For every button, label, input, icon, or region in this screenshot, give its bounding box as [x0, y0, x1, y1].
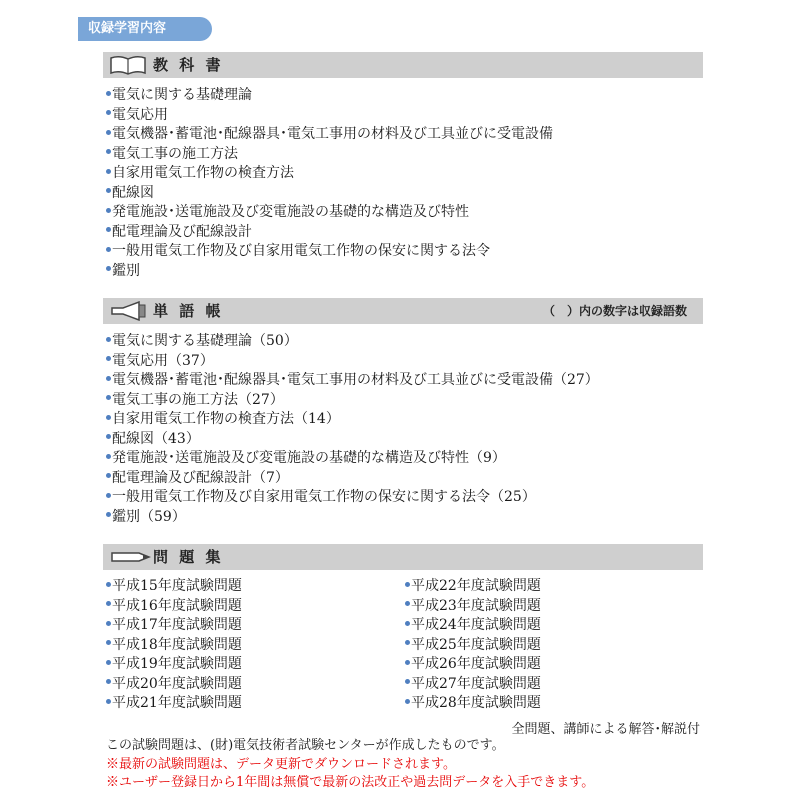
bullet-icon [106, 699, 111, 704]
bullet-icon [106, 582, 111, 587]
list-item-text: 平成15年度試験問題 [112, 578, 242, 594]
pencil-icon [109, 547, 151, 567]
list-item [405, 636, 541, 656]
list-item-text: 配電理論及び配線設計（7） [112, 469, 289, 486]
exams-list-right [405, 577, 541, 714]
bullet-icon [405, 679, 410, 684]
bullet-icon [405, 601, 410, 606]
vocab-note: （ ）内の数字は収録語数 [542, 304, 687, 318]
bullet-icon [106, 91, 111, 96]
list-item [106, 508, 599, 528]
list-item-text: 平成23年度試験問題 [411, 597, 541, 614]
list-item [106, 371, 599, 391]
list-item [106, 597, 242, 617]
list-item [106, 636, 242, 656]
bullet-icon [106, 679, 111, 684]
list-item-text: 自家用電気工作物の検査方法（14） [112, 411, 340, 427]
list-item [106, 655, 242, 675]
list-item-text: 電気に関する基礎理論 [112, 87, 252, 103]
list-item [106, 391, 599, 411]
bullet-icon [106, 376, 111, 381]
list-item-text: 配線図（43） [112, 430, 200, 447]
list-item-text: 平成20年度試験問題 [112, 675, 242, 692]
list-item-text: 鑑別（59） [112, 508, 186, 525]
list-item-text: 一般用電気工作物及び自家用電気工作物の保安に関する法令 [112, 243, 490, 259]
list-item-text: 電気機器･蓄電池･配線器具･電気工事用の材料及び工具並びに受電設備（27） [112, 372, 599, 388]
footer-line-3: ※ユーザー登録日から1年間は無償で最新の法改正や過去問データを入手できます。 [106, 775, 595, 790]
list-item-text: 配電理論及び配線設計 [112, 223, 252, 240]
list-item [106, 145, 553, 165]
bullet-icon [106, 473, 111, 478]
list-item [106, 164, 553, 184]
exams-note: 全問題、講師による解答･解説付 [511, 722, 700, 737]
section-tag: 収録学習内容 [78, 17, 212, 41]
list-item [106, 449, 599, 469]
list-item [106, 203, 553, 223]
list-item-text: 一般用電気工作物及び自家用電気工作物の保安に関する法令（25） [112, 489, 536, 505]
bullet-icon [106, 247, 111, 252]
list-item [405, 694, 541, 714]
list-item-text: 平成21年度試験問題 [112, 695, 242, 711]
bullet-icon [106, 266, 111, 271]
list-item-text: 平成28年度試験問題 [411, 695, 541, 711]
bullet-icon [405, 621, 410, 626]
bullet-icon [106, 208, 111, 213]
list-item [106, 242, 553, 262]
list-item [106, 469, 599, 489]
footer-line-2: ※最新の試験問題は、データ更新でダウンロードされます。 [106, 757, 456, 772]
list-item [405, 616, 541, 636]
list-item-text: 電気に関する基礎理論（50） [112, 333, 298, 349]
bullet-icon [106, 660, 111, 665]
bullet-icon [106, 130, 111, 135]
list-item-text: 平成25年度試験問題 [411, 636, 541, 653]
list-item [405, 655, 541, 675]
bullet-icon [405, 640, 410, 645]
textbook-title: 教 科 書 [153, 56, 224, 74]
list-item [405, 577, 541, 597]
book-icon [109, 55, 147, 75]
list-item-text: 平成27年度試験問題 [411, 675, 541, 692]
vocab-title: 単 語 帳 [153, 302, 224, 320]
list-item-text: 平成26年度試験問題 [411, 656, 541, 672]
list-item-text: 平成16年度試験問題 [112, 597, 242, 614]
bullet-icon [106, 601, 111, 606]
list-item [106, 106, 553, 126]
bullet-icon [405, 699, 410, 704]
bullet-icon [106, 169, 111, 174]
vocab-list [106, 332, 599, 527]
exams-header [103, 544, 703, 570]
bullet-icon [106, 356, 111, 361]
footer-line-1: この試験問題は、(財)電気技術者試験センターが作成したものです。 [106, 738, 505, 753]
list-item-text: 平成19年度試験問題 [112, 656, 242, 672]
bullet-icon [106, 149, 111, 154]
list-item [106, 675, 242, 695]
list-item [106, 410, 599, 430]
exams-title: 問 題 集 [153, 548, 224, 566]
list-item-text: 平成24年度試験問題 [411, 617, 541, 633]
list-item-text: 電気応用（37） [112, 352, 214, 369]
exams-list-left [106, 577, 242, 714]
list-item-text: 自家用電気工作物の検査方法 [112, 165, 294, 181]
list-item [405, 597, 541, 617]
list-item-text: 鑑別 [112, 262, 140, 279]
list-item-text: 電気応用 [112, 106, 168, 123]
bullet-icon [106, 227, 111, 232]
bullet-icon [106, 454, 111, 459]
list-item-text: 発電施設･送電施設及び変電施設の基礎的な構造及び特性 [112, 204, 469, 220]
vocab-header [103, 298, 703, 324]
textbook-header [103, 52, 703, 78]
list-item [106, 694, 242, 714]
list-item-text: 電気工事の施工方法 [112, 145, 238, 162]
bullet-icon [106, 621, 111, 626]
bullet-icon [106, 640, 111, 645]
list-item-text: 電気機器･蓄電池･配線器具･電気工事用の材料及び工具並びに受電設備 [112, 126, 553, 142]
list-item-text: 平成22年度試験問題 [411, 578, 541, 594]
list-item [106, 262, 553, 282]
textbook-list [106, 86, 553, 281]
list-item [405, 675, 541, 695]
bullet-icon [106, 395, 111, 400]
list-item [106, 86, 553, 106]
bullet-icon [106, 434, 111, 439]
list-item [106, 352, 599, 372]
list-item [106, 577, 242, 597]
list-item-text: 平成17年度試験問題 [112, 617, 242, 633]
bullet-icon [106, 110, 111, 115]
bullet-icon [106, 337, 111, 342]
bullet-icon [106, 415, 111, 420]
list-item-text: 平成18年度試験問題 [112, 636, 242, 653]
bullet-icon [405, 582, 410, 587]
list-item-text: 電気工事の施工方法（27） [112, 391, 284, 408]
list-item [106, 332, 599, 352]
bullet-icon [106, 493, 111, 498]
list-item [106, 223, 553, 243]
list-item [106, 125, 553, 145]
list-item [106, 616, 242, 636]
list-item [106, 184, 553, 204]
list-item-text: 発電施設･送電施設及び変電施設の基礎的な構造及び特性（9） [112, 450, 506, 466]
list-item [106, 430, 599, 450]
list-item-text: 配線図 [112, 184, 154, 201]
bullet-icon [106, 512, 111, 517]
list-item [106, 488, 599, 508]
bullet-icon [405, 660, 410, 665]
bullet-icon [106, 188, 111, 193]
megaphone-icon [109, 301, 149, 321]
